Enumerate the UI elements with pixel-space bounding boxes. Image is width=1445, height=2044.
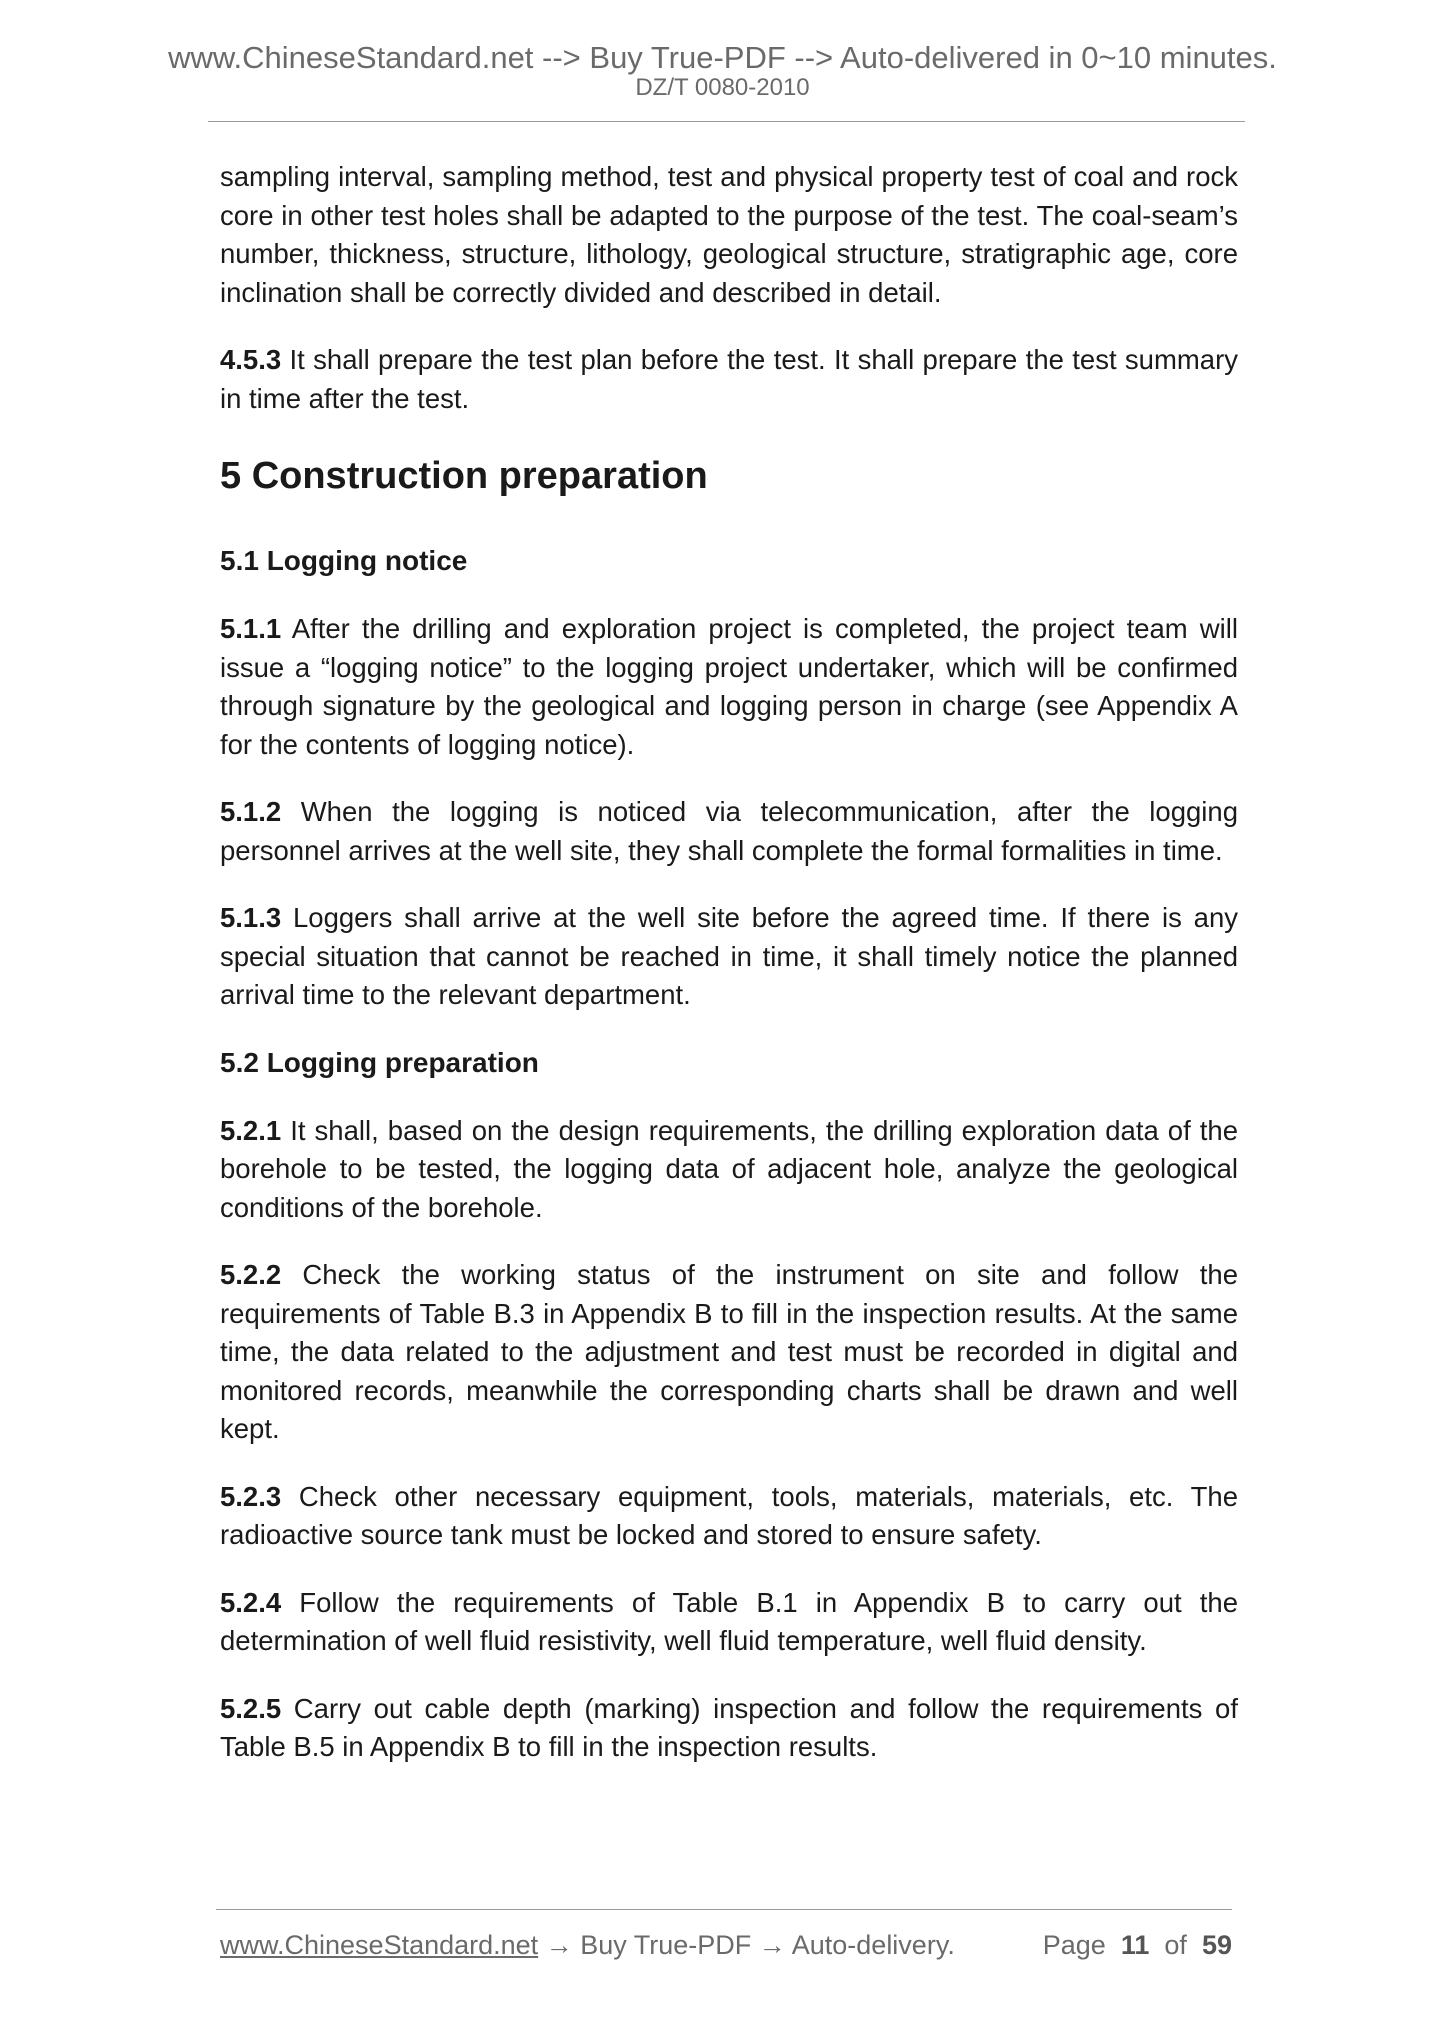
page-content bbox=[220, 158, 1238, 1796]
clause-text: When the logging is noticed via telecommunication, after the logging personnel arrives at the well site, they shall complete the formal formalities in time. bbox=[220, 796, 1238, 866]
clause-text: Follow the requirements of Table B.1 in Appendix B to carry out the determination of well fluid resistivity, well fluid temperature, well fluid density. bbox=[220, 1586, 1238, 1656]
clause-text: Check the working status of the instrument on site and follow the requirements of Table B.3 in Appendix B to fill in the inspection results. At the same time, the data related to the adjustment and test must be recorded in digital and monitored records, meanwhile the corresponding charts shall be drawn and well kept. bbox=[220, 1259, 1238, 1444]
clause-number: 5.1.3 bbox=[220, 902, 282, 933]
clause-5-2-2 bbox=[220, 1256, 1238, 1449]
clause-5-2-1 bbox=[220, 1112, 1238, 1228]
page-footer bbox=[220, 1928, 1232, 1962]
header-divider bbox=[208, 121, 1245, 122]
clause-text: Check other necessary equipment, tools, materials, materials, etc. The radioactive source tank must be locked and stored to ensure safety. bbox=[220, 1480, 1238, 1550]
clause-5-1-1 bbox=[220, 610, 1238, 764]
clause-text: Loggers shall arrive at the well site before the agreed time. If there is any special situation that cannot be reached in time, it shall timely notice the planned arrival time to the relevant department. bbox=[220, 902, 1238, 1010]
clause-number: 4.5.3 bbox=[220, 344, 282, 375]
page-label: Page bbox=[1042, 1930, 1106, 1960]
clause-number: 5.2.5 bbox=[220, 1692, 282, 1724]
subsection-heading-5-2: 5.2 Logging preparation bbox=[220, 1046, 539, 1078]
section-heading-5: 5 Construction preparation bbox=[220, 455, 708, 497]
footer-site-link[interactable]: www.ChineseStandard.net bbox=[220, 1930, 539, 1960]
site-banner: www.ChineseStandard.net --> Buy True-PDF --> Auto-delivered in 0~10 minutes. bbox=[168, 40, 1277, 75]
clause-text: After the drilling and exploration project is completed, the project team will issue a “logging notice” to the logging project undertaker, which will be confirmed through signature by the geological and logging person in charge (see Appendix A for the contents of logging notice). bbox=[220, 613, 1238, 760]
total-pages: 59 bbox=[1201, 1930, 1232, 1960]
clause-5-1-2 bbox=[220, 793, 1238, 870]
clause-number: 5.2.4 bbox=[220, 1586, 282, 1618]
footer-delivery-text: → Buy True-PDF → Auto-delivery. bbox=[538, 1930, 955, 1960]
footer-divider bbox=[216, 1909, 1232, 1910]
clause-number: 5.1.2 bbox=[220, 796, 282, 827]
clause-text: It shall prepare the test plan before the test. It shall prepare the test summary in time after the test. bbox=[220, 344, 1238, 414]
clause-5-2-5 bbox=[220, 1690, 1238, 1767]
clause-text: It shall, based on the design requirements, the drilling exploration data of the borehole to be tested, the logging data of adjacent hole, analyze the geological conditions of the borehole. bbox=[220, 1114, 1238, 1223]
clause-number: 5.2.1 bbox=[220, 1114, 282, 1146]
page-number: 11 bbox=[1120, 1930, 1150, 1960]
clause-number: 5.1.1 bbox=[220, 613, 282, 644]
clause-number: 5.2.2 bbox=[220, 1259, 282, 1290]
paragraph-continuation bbox=[220, 158, 1238, 312]
clause-text: Carry out cable depth (marking) inspection and follow the requirements of Table B.5 in Appendix B to fill in the inspection results. bbox=[220, 1692, 1238, 1762]
of-label: of bbox=[1164, 1930, 1187, 1960]
clause-number: 5.2.3 bbox=[220, 1480, 282, 1512]
clause-5-1-3 bbox=[220, 899, 1238, 1015]
clause-5-2-4 bbox=[220, 1584, 1238, 1661]
standard-code: DZ/T 0080-2010 bbox=[635, 74, 810, 101]
clause-4-5-3 bbox=[220, 341, 1238, 418]
paragraph-text: sampling interval, sampling method, test and physical property test of coal and rock core in other test holes shall be adapted to the purpose of the test. The coal-seam’s number, thickness, structure, lithology, geological structure, stratigraphic age, core inclination shall be correctly divided and described in detail. bbox=[220, 161, 1238, 308]
page-indicator bbox=[1043, 1928, 1232, 1962]
subsection-heading-5-1: 5.1 Logging notice bbox=[220, 545, 468, 576]
clause-5-2-3 bbox=[220, 1478, 1238, 1555]
